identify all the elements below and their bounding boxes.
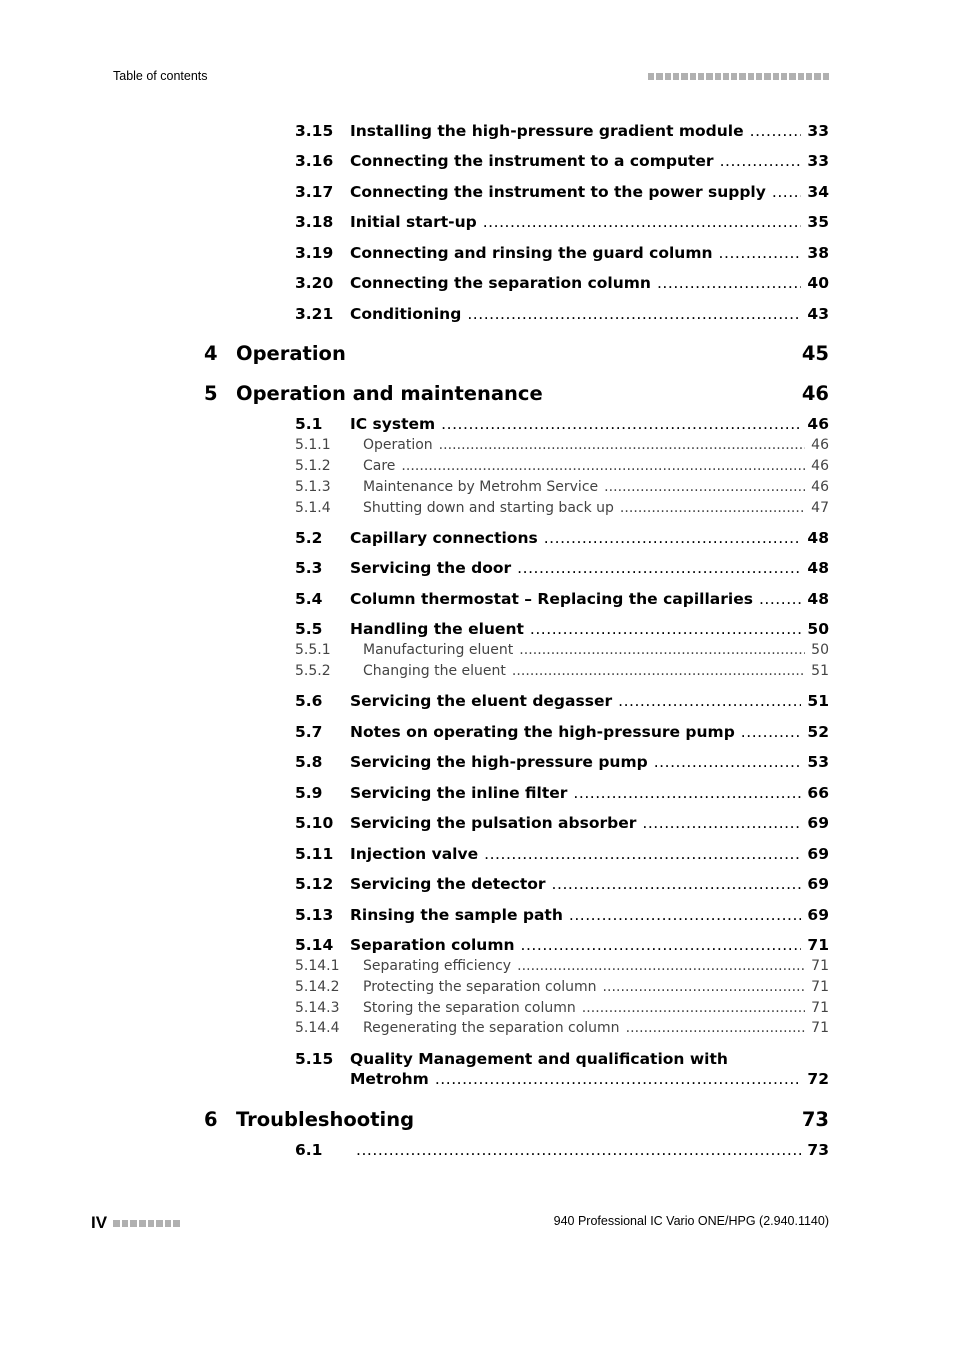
toc-title: Connecting and rinsing the guard column — [350, 244, 713, 262]
toc-page: 46 — [811, 458, 829, 474]
toc-page: 50 — [811, 642, 829, 658]
toc-title: Connecting the instrument to a computer — [350, 152, 714, 170]
toc-section[interactable] — [295, 906, 829, 924]
toc-title: Servicing the eluent degasser — [350, 692, 613, 710]
toc-number: 5.5.1 — [295, 642, 331, 658]
toc-section[interactable] — [295, 152, 829, 170]
toc-title: Notes on operating the high-pressure pump — [350, 723, 735, 741]
toc-title: Storing the separation column — [363, 1000, 576, 1016]
toc-section[interactable] — [295, 723, 829, 741]
toc-section[interactable] — [295, 183, 829, 201]
toc-page: 43 — [807, 305, 829, 323]
toc-title: Capillary connections — [350, 529, 538, 547]
toc-page: 69 — [807, 875, 829, 893]
toc-leader-dots — [604, 479, 805, 495]
toc-leader-dots — [603, 979, 806, 995]
toc-number: 4 — [204, 342, 218, 365]
toc-leader-dots — [618, 692, 801, 710]
toc-page: 46 — [811, 437, 829, 453]
toc-title: Maintenance by Metrohm Service — [363, 479, 599, 495]
toc-subsection[interactable] — [295, 500, 829, 516]
toc-subsection[interactable] — [295, 437, 829, 453]
toc-number: 3.20 — [295, 274, 334, 292]
toc-title: Care — [363, 458, 396, 474]
toc-page: 73 — [801, 1108, 829, 1131]
toc-leader-dots — [484, 845, 801, 863]
toc-chapter[interactable] — [204, 1108, 829, 1131]
toc-title: Servicing the detector — [350, 875, 546, 893]
toc-title: Installing the high-pressure gradient module — [350, 122, 744, 140]
toc-page: 71 — [811, 1000, 829, 1016]
toc-section[interactable] — [295, 814, 829, 832]
toc-number: 5.7 — [295, 723, 323, 741]
toc-section[interactable] — [295, 244, 829, 262]
toc-leader-dots — [657, 274, 801, 292]
toc-section[interactable] — [295, 784, 829, 802]
toc-leader-dots — [741, 723, 802, 741]
toc-page: 33 — [807, 122, 829, 140]
toc-page: 50 — [807, 620, 829, 638]
toc-number: 5.14.2 — [295, 979, 340, 995]
toc-page: 72 — [807, 1070, 829, 1088]
toc-subsection[interactable] — [295, 663, 829, 679]
toc-number: 5.12 — [295, 875, 334, 893]
toc-title: Conditioning — [350, 305, 462, 323]
toc-number: 5 — [204, 382, 218, 405]
toc-title: Separating efficiency — [363, 958, 512, 974]
toc-section[interactable] — [295, 620, 829, 638]
toc-subsection[interactable] — [295, 979, 829, 995]
toc-number: 5.1.1 — [295, 437, 331, 453]
toc-leader-dots — [759, 590, 801, 608]
toc-page: 52 — [807, 723, 829, 741]
toc-number: 6.1 — [295, 1141, 323, 1159]
toc-number: 5.14.4 — [295, 1020, 340, 1036]
toc-section[interactable] — [295, 875, 829, 893]
toc-section[interactable] — [295, 274, 829, 292]
toc-leader-dots — [517, 958, 805, 974]
toc-number: 3.15 — [295, 122, 334, 140]
footer-document-title: 940 Professional IC Vario ONE/HPG (2.940.1140) — [553, 1214, 829, 1228]
toc-section[interactable] — [295, 845, 829, 863]
toc-number: 3.19 — [295, 244, 334, 262]
toc-section[interactable] — [295, 590, 829, 608]
toc-page: 51 — [807, 692, 829, 710]
toc-page: 71 — [811, 1020, 829, 1036]
toc-subsection[interactable] — [295, 1000, 829, 1016]
toc-leader-dots — [642, 814, 801, 832]
toc-leader-dots — [483, 213, 802, 231]
toc-title: Servicing the inline filter — [350, 784, 568, 802]
toc-page: 71 — [811, 979, 829, 995]
toc-leader-dots — [439, 437, 806, 453]
toc-leader-dots — [719, 244, 802, 262]
toc-number: 5.14.1 — [295, 958, 340, 974]
toc-number: 5.15 — [295, 1050, 334, 1068]
toc-number: 5.1 — [295, 415, 323, 433]
toc-number: 5.9 — [295, 784, 323, 802]
toc-section[interactable] — [295, 936, 829, 954]
toc-number: 3.16 — [295, 152, 334, 170]
toc-leader-dots — [435, 1070, 802, 1088]
toc-leader-dots — [720, 152, 802, 170]
toc-number: 3.17 — [295, 183, 334, 201]
toc-section[interactable] — [295, 529, 829, 547]
toc-chapter[interactable] — [204, 382, 829, 405]
toc-title: Changing the eluent — [363, 663, 506, 679]
toc-title-continued: Metrohm — [350, 1070, 429, 1088]
toc-title: Troubleshooting — [236, 1108, 415, 1131]
toc-title: Manufacturing eluent — [363, 642, 514, 658]
toc-title: Separation column — [350, 936, 515, 954]
toc-section[interactable] — [295, 1050, 829, 1088]
toc-number: 6 — [204, 1108, 218, 1131]
toc-subsection[interactable] — [295, 479, 829, 495]
toc-page: 33 — [807, 152, 829, 170]
toc-page: 46 — [807, 415, 829, 433]
toc-title: Quality Management and qualification with — [350, 1050, 728, 1068]
toc-page: 47 — [811, 500, 829, 516]
toc-leader-dots — [582, 1000, 805, 1016]
toc-number: 5.3 — [295, 559, 323, 577]
toc-leader-dots — [750, 122, 802, 140]
toc-title: Initial start-up — [350, 213, 477, 231]
toc-subsection[interactable] — [295, 958, 829, 974]
toc-leader-dots — [573, 784, 801, 802]
toc-title: Connecting the instrument to the power supply — [350, 183, 766, 201]
toc-title: Regenerating the separation column — [363, 1020, 620, 1036]
toc-leader-dots — [569, 906, 802, 924]
toc-leader-dots — [356, 1141, 801, 1159]
toc-number: 5.11 — [295, 845, 334, 863]
toc-page: 69 — [807, 906, 829, 924]
toc-leader-dots — [620, 500, 805, 516]
toc-title: Servicing the door — [350, 559, 512, 577]
toc-leader-dots — [441, 415, 801, 433]
toc-page: 34 — [807, 183, 829, 201]
toc-number: 5.2 — [295, 529, 323, 547]
toc-leader-dots — [552, 875, 802, 893]
toc-leader-dots — [544, 529, 802, 547]
toc-title: Operation and maintenance — [236, 382, 543, 405]
toc-number: 5.10 — [295, 814, 334, 832]
toc-title: Protecting the separation column — [363, 979, 597, 995]
toc-page: 46 — [811, 479, 829, 495]
toc-title: Shutting down and starting back up — [363, 500, 614, 516]
toc-page: 71 — [807, 936, 829, 954]
decor-square — [113, 1220, 120, 1227]
toc-leader-dots — [512, 663, 805, 679]
toc-page: 66 — [807, 784, 829, 802]
toc-section[interactable] — [295, 122, 829, 140]
toc-leader-dots — [626, 1020, 806, 1036]
footer-page-marker — [91, 1213, 180, 1233]
toc-section[interactable] — [295, 753, 829, 771]
toc-subsection[interactable] — [295, 642, 829, 658]
toc-leader-dots — [772, 183, 802, 201]
toc-section[interactable] — [295, 415, 829, 433]
toc-page: 38 — [807, 244, 829, 262]
toc-title: IC system — [350, 415, 436, 433]
toc-page: 35 — [807, 213, 829, 231]
toc-number: 5.14.3 — [295, 1000, 340, 1016]
toc-page: 45 — [801, 342, 829, 365]
footer-decoration — [113, 1220, 180, 1227]
toc-title: Servicing the high-pressure pump — [350, 753, 648, 771]
toc-leader-dots — [654, 753, 802, 771]
running-header-title: Table of contents — [113, 69, 208, 83]
toc-leader-dots — [517, 559, 801, 577]
toc-number: 3.21 — [295, 305, 334, 323]
toc-number: 5.4 — [295, 590, 323, 608]
toc-leader-dots — [401, 458, 805, 474]
toc-page: 53 — [807, 753, 829, 771]
decor-square — [156, 1220, 163, 1227]
toc-number: 5.14 — [295, 936, 334, 954]
decor-square — [148, 1220, 155, 1227]
toc-page: 48 — [807, 529, 829, 547]
toc-number: 3.18 — [295, 213, 334, 231]
toc-page: 71 — [811, 958, 829, 974]
toc-section[interactable] — [295, 305, 829, 323]
toc-chapter[interactable] — [204, 342, 829, 365]
toc-title: Column thermostat – Replacing the capillaries — [350, 590, 753, 608]
toc-number: 5.5.2 — [295, 663, 331, 679]
toc-title: Connecting the separation column — [350, 274, 651, 292]
toc-number: 5.6 — [295, 692, 323, 710]
toc-section[interactable] — [295, 692, 829, 710]
toc-leader-dots — [530, 620, 802, 638]
toc-number: 5.13 — [295, 906, 334, 924]
toc-leader-dots — [521, 936, 802, 954]
decor-square — [173, 1220, 180, 1227]
toc-subsection[interactable] — [295, 458, 829, 474]
toc-section[interactable] — [295, 213, 829, 231]
toc-subsection[interactable] — [295, 1020, 829, 1036]
toc-number: 5.1.2 — [295, 458, 331, 474]
toc-number: 5.1.4 — [295, 500, 331, 516]
toc-title: Handling the eluent — [350, 620, 524, 638]
toc-leader-dots — [467, 305, 801, 323]
toc-title: Servicing the pulsation absorber — [350, 814, 637, 832]
toc-page: 40 — [807, 274, 829, 292]
toc-page: 69 — [807, 845, 829, 863]
toc-title: Operation — [363, 437, 433, 453]
toc-leader-dots — [519, 642, 805, 658]
toc-page: 51 — [811, 663, 829, 679]
decor-square — [139, 1220, 146, 1227]
decor-square — [130, 1220, 137, 1227]
toc-page: 48 — [807, 590, 829, 608]
page-number: IV — [91, 1213, 108, 1232]
decor-square — [165, 1220, 172, 1227]
toc-page: 69 — [807, 814, 829, 832]
toc-number: 5.5 — [295, 620, 323, 638]
toc-page: 48 — [807, 559, 829, 577]
toc-page: 73 — [807, 1141, 829, 1159]
toc-title: Operation — [236, 342, 346, 365]
toc-section[interactable] — [295, 1141, 829, 1159]
decor-square — [122, 1220, 129, 1227]
toc-title: Injection valve — [350, 845, 479, 863]
toc-page: 46 — [801, 382, 829, 405]
toc-number: 5.1.3 — [295, 479, 331, 495]
toc-number: 5.8 — [295, 753, 323, 771]
toc-title: Rinsing the sample path — [350, 906, 563, 924]
toc-section[interactable] — [295, 559, 829, 577]
